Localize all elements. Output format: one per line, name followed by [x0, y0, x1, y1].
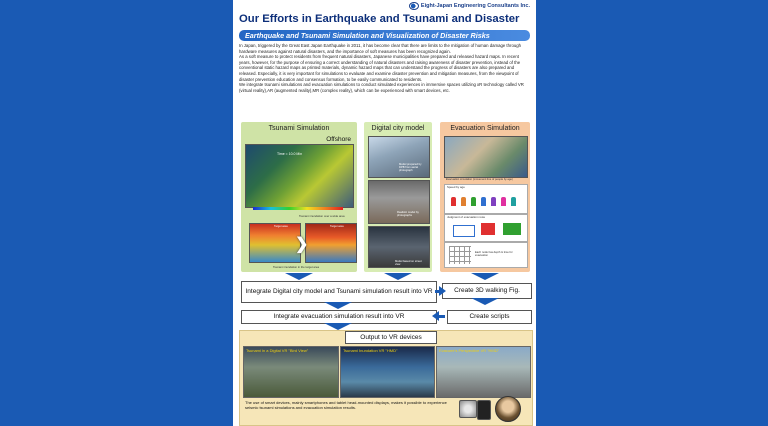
evac-grid: [449, 246, 471, 264]
person-icon: [511, 197, 516, 206]
speed-by-age-label: Speed by age: [447, 185, 465, 189]
arrow-down-icon: [471, 273, 499, 280]
poster: [233, 0, 536, 426]
evac-panel-title: Evacuation Simulation: [450, 125, 520, 132]
offshore-label: Offshore: [326, 136, 351, 143]
tsunami-panel-title: Tsunami Simulation: [268, 125, 330, 132]
city-model-streetview-image: [368, 226, 430, 268]
intro-text: [239, 43, 531, 93]
arrow-down-icon: [324, 323, 352, 330]
target-area-image-before: [249, 223, 301, 263]
company-logo: [409, 2, 530, 10]
vr-bird-view-image: [243, 346, 339, 398]
route-marker: [503, 223, 521, 235]
person-icon: [461, 197, 466, 206]
route-node-diagram: [453, 225, 475, 237]
hmd-device-icon: [459, 400, 477, 418]
evacuation-simulation-panel: [440, 122, 530, 272]
vr-evacuee-hmd-image: [436, 346, 531, 398]
city-model-photo-image: [368, 180, 430, 224]
subtitle-banner: [239, 30, 530, 41]
arrow-down-icon: [384, 273, 412, 280]
target-area-label-right: Target area: [330, 225, 344, 228]
arrow-right-icon: [435, 290, 439, 293]
intro-paragraph-1: In Japan, triggered by the Great East Japan Earthquake in 2011, it has become clear that there are limits to the mitigation of human damage through hardware measures against natural disasters, and the importance of soft measures has been recognized again.: [239, 43, 522, 54]
arrow-down-icon: [324, 302, 352, 309]
route-judgment-label: Judgment of evacuation route: [447, 215, 486, 219]
tsunami-wave-caption: Tsunami inundation in the target area: [273, 265, 320, 269]
arrow-down-icon: [471, 298, 499, 305]
person-icon: [501, 197, 506, 206]
vr-inundation-label: Tsunami Inundation VR "HMD": [343, 348, 398, 353]
city-caption-2: Realistic model by photographs: [397, 211, 419, 217]
company-icon: [409, 2, 419, 10]
route-judgment-diagram: [444, 214, 528, 242]
hmd-user-photo: [495, 396, 521, 422]
create-scripts-box: Create scripts: [447, 310, 532, 324]
city-caption-3: Model based on street view: [395, 260, 422, 266]
tsunami-time-label: Time = 10.0 Min: [277, 152, 303, 156]
integrate-city-tsunami-box: Integrate Digital city model and Tsunami simulation result into VR: [241, 281, 437, 303]
intro-paragraph-3: We integrate tsunami simulations and evacuation simulations to conduct simulated experiences in immersive spaces utilizing xR technology called VR (virtual reality),AR (augmented reality),MR (complex reality), which can be experienced with smart devices, etc.: [239, 82, 524, 93]
subtitle-text: Earthquake and Tsunami Simulation and Visualization of Disaster Risks: [245, 31, 490, 40]
target-area-label-left: Target area: [274, 225, 288, 228]
vr-output-header: Output to VR devices: [345, 331, 437, 344]
smartphone-icon: [477, 400, 491, 420]
tsunami-simulation-panel: [241, 122, 357, 272]
person-icon: [451, 197, 456, 206]
person-icon: [481, 197, 486, 206]
city-panel-title: Digital city model: [371, 125, 425, 132]
integrate-evacuation-box: Integrate evacuation simulation result into VR: [241, 310, 437, 324]
vr-inundation-hmd-image: [340, 346, 435, 398]
intro-paragraph-2: As a soft measure to protect residents from frequent natural disasters, Japanese municipalities have prepared and released hazard maps. In recent years, however, for the purpose of ensuring a correct understanding of natural disasters and raising awareness of disaster prevention, instead of the conventional static hazard maps as printed materials, dynamic hazard maps that can understand the progress of disasters are also prepared and released. Especially, it is very important for simulations to evaluate and examine disaster prevention and mitigation measures, from the viewpoint of disaster prevention education and consensus formation, to be easily communicated to residents.: [239, 54, 521, 82]
tsunami-map-caption: Tsunami inundation over a wide area: [299, 214, 345, 218]
create-3d-walking-box: Create 3D walking Fig.: [442, 283, 532, 299]
vr-evacuee-label: Evacuee's Perspective VR "HMD": [439, 348, 500, 353]
arrow-left-icon: [439, 315, 445, 318]
route-marker: [481, 223, 495, 235]
city-model-aerial-image: [368, 136, 430, 178]
evac-caption-3: Each node has depth & time for evacuation: [475, 251, 513, 257]
inundation-color-scale: [253, 207, 343, 210]
evacuation-map-image: [444, 136, 528, 178]
company-name: Eight-Japan Engineering Consultants Inc.: [420, 3, 530, 9]
poster-title: Our Efforts in Earthquake and Tsunami and Disaster: [239, 13, 520, 25]
person-icon: [471, 197, 476, 206]
person-icon: [491, 197, 496, 206]
evacuation-grid-diagram: [444, 242, 528, 268]
chevron-right-icon: ❯: [295, 236, 309, 253]
evac-caption-1: Evacuation simulation (movement line of people by age): [446, 178, 513, 181]
city-caption-1: Model prepared by DPB from aerial photograph: [399, 163, 422, 172]
speed-by-age-chart: [444, 184, 528, 214]
target-area-image-after: [305, 223, 357, 263]
vr-description: The use of smart devices, mainly smartphones and tablet head-mounted displays, makes it possible to experience seismic tsunami simulations and evacuation simulation results.: [245, 400, 447, 410]
vr-bird-view-label: Tsunami in a Digital VR "Bird View": [246, 348, 309, 353]
digital-city-model-panel: [364, 122, 432, 272]
arrow-down-icon: [285, 273, 313, 280]
